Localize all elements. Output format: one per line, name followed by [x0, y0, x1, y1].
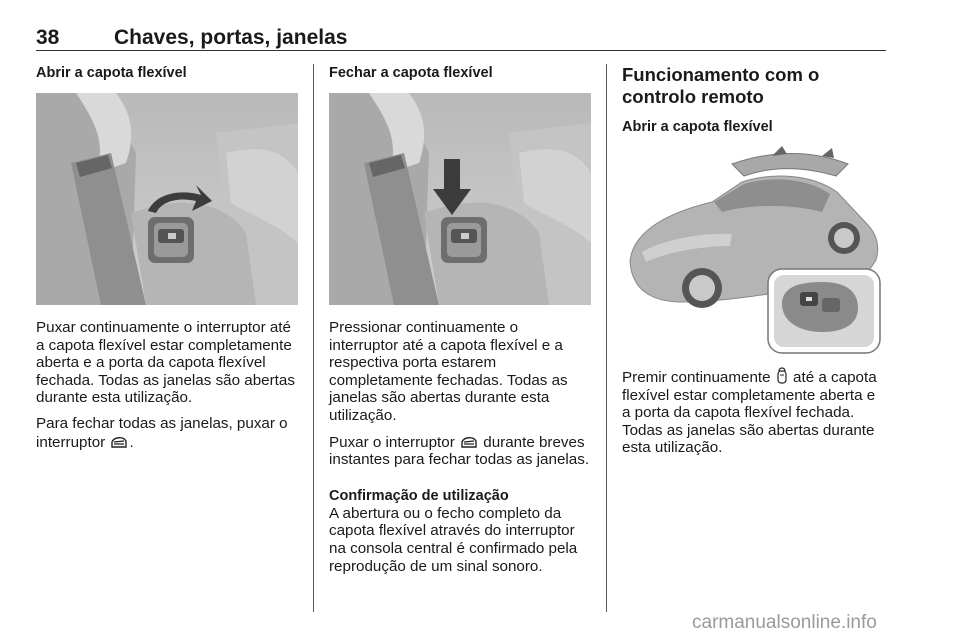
column-remote-control — [622, 64, 886, 465]
paragraph-close-windows — [36, 415, 298, 451]
paragraph-open-roof: Puxar continuamente o interruptor até a capota flexível estar completamente aberta e a porta da capota flexível fechada. Todas as janelas são abertas durante esta utilização. — [36, 319, 295, 407]
paragraph-remote-open — [622, 366, 886, 457]
paragraph-close-windows-briefly-end: durante breves instantes para fechar todas as janelas. — [329, 433, 590, 469]
paragraph-remote-open-start: Premir continuamente — [622, 369, 771, 386]
page-header — [36, 26, 886, 51]
paragraph-close-roof: Pressionar continuamente o interruptor até a capota flexível e a respectiva porta estarem completamente fechadas. Todas as janelas são abertas durante esta utilização. — [329, 319, 568, 424]
roof-key-icon — [776, 366, 788, 384]
convertible-switch-icon — [110, 433, 128, 449]
subheading-confirmation: Confirmação de utilização — [329, 487, 509, 504]
section-title: Chaves, portas, janelas — [114, 26, 348, 49]
subheading-remote-open-roof: Abrir a capota flexível — [622, 119, 773, 135]
page-number: 38 — [36, 26, 60, 49]
console-switch-pull-illustration — [36, 93, 298, 305]
column-divider-1 — [313, 64, 314, 612]
heading-close-roof: Fechar a capota flexível — [329, 65, 493, 81]
watermark: carmanualsonline.info — [692, 612, 877, 633]
console-switch-push-illustration — [329, 93, 591, 305]
column-close-roof — [329, 64, 591, 583]
paragraph-close-windows-end: . — [129, 433, 134, 451]
paragraph-remote-open-end: até a capota flexível estar completamente aberta e a porta da capota flexível fechada. Todas as janelas são abertas durante esta utilização. — [622, 369, 877, 457]
column-divider-2 — [606, 64, 607, 612]
column-open-roof — [36, 64, 298, 459]
car-remote-open-roof-illustration — [622, 142, 886, 360]
paragraph-close-windows-briefly — [329, 433, 591, 469]
heading-open-roof: Abrir a capota flexível — [36, 65, 187, 81]
paragraph-close-windows-text: Para fechar todas as janelas, puxar o interruptor — [36, 414, 288, 451]
convertible-switch-icon — [460, 433, 478, 449]
paragraph-confirmation: A abertura ou o fecho completo da capota flexível através do interruptor na consola central é confirmado pela reprodução de um sinal sonoro. — [329, 504, 578, 575]
heading-remote-control: Funcionamento com o controlo remoto — [622, 64, 820, 107]
paragraph-close-windows-briefly-start: Puxar o interruptor — [329, 433, 455, 451]
